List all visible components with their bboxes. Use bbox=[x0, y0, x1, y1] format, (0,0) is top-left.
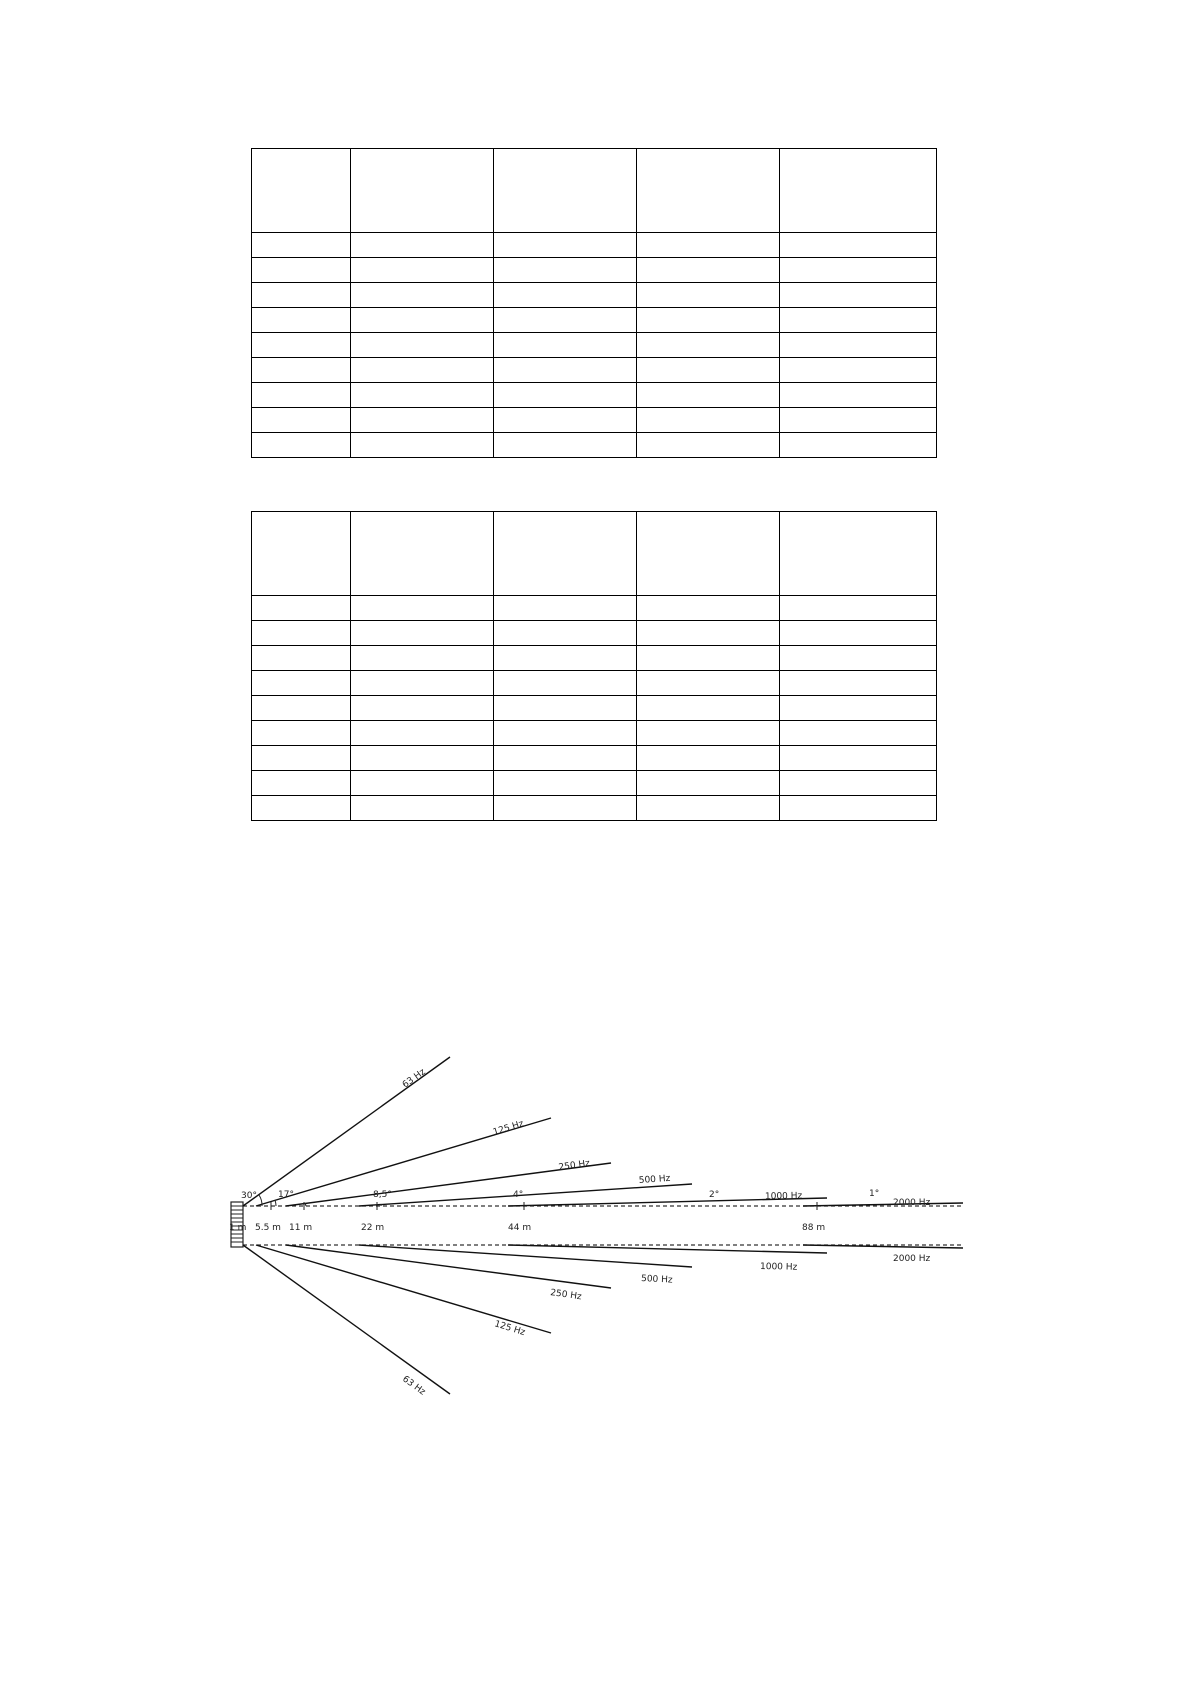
table-cell bbox=[494, 358, 637, 383]
table-cell bbox=[351, 596, 494, 621]
distance-label: 5.5 m bbox=[255, 1223, 281, 1233]
table-cell bbox=[637, 408, 780, 433]
table-cell bbox=[637, 621, 780, 646]
table-cell bbox=[780, 771, 937, 796]
table-cell bbox=[637, 258, 780, 283]
upper-frequency-label: 125 Hz bbox=[491, 1119, 526, 1138]
table-cell bbox=[780, 671, 937, 696]
table-cell bbox=[351, 621, 494, 646]
table-cell bbox=[780, 233, 937, 258]
table-row bbox=[252, 596, 937, 621]
angle-label: 1° bbox=[869, 1189, 880, 1199]
table-cell bbox=[252, 671, 351, 696]
distance-label: 44 m bbox=[508, 1223, 532, 1233]
table-row bbox=[252, 621, 937, 646]
table-header-cell bbox=[780, 512, 937, 596]
table-cell bbox=[252, 233, 351, 258]
table-header-row bbox=[252, 149, 937, 233]
table-row bbox=[252, 646, 937, 671]
beam-lower-63 bbox=[243, 1245, 450, 1394]
lower-frequency-label: 500 Hz bbox=[640, 1274, 673, 1286]
lower-frequency-label: 2000 Hz bbox=[893, 1254, 931, 1264]
data-table-2 bbox=[251, 511, 937, 821]
angle-label: 8,5° bbox=[373, 1190, 392, 1200]
table-cell bbox=[252, 258, 351, 283]
table-cell bbox=[351, 746, 494, 771]
table-cell bbox=[637, 721, 780, 746]
table-cell bbox=[494, 746, 637, 771]
table-cell bbox=[780, 596, 937, 621]
table-cell bbox=[351, 721, 494, 746]
table-cell bbox=[637, 233, 780, 258]
table-header-cell bbox=[494, 149, 637, 233]
table-row bbox=[252, 358, 937, 383]
table-cell bbox=[252, 746, 351, 771]
table-cell bbox=[351, 283, 494, 308]
beam-lower-1000 bbox=[508, 1245, 827, 1253]
table-cell bbox=[351, 771, 494, 796]
angle-label: 30° bbox=[241, 1191, 257, 1201]
table-cell bbox=[494, 433, 637, 458]
beam-lower-125 bbox=[256, 1245, 551, 1333]
table-cell bbox=[637, 433, 780, 458]
angle-label: 4° bbox=[513, 1190, 524, 1200]
table-header-cell bbox=[252, 512, 351, 596]
table-cell bbox=[494, 333, 637, 358]
table-cell bbox=[494, 621, 637, 646]
table-row bbox=[252, 233, 937, 258]
lower-frequency-label: 1000 Hz bbox=[759, 1262, 798, 1273]
table-cell bbox=[351, 696, 494, 721]
table-row bbox=[252, 283, 937, 308]
table-row bbox=[252, 308, 937, 333]
table-cell bbox=[252, 721, 351, 746]
table-cell bbox=[351, 258, 494, 283]
table-cell bbox=[252, 596, 351, 621]
table-cell bbox=[780, 408, 937, 433]
table-row bbox=[252, 333, 937, 358]
table-header-cell bbox=[637, 149, 780, 233]
lower-frequency-label: 250 Hz bbox=[549, 1288, 583, 1303]
table-cell bbox=[494, 596, 637, 621]
table-header-cell bbox=[637, 512, 780, 596]
table-header-row bbox=[252, 512, 937, 596]
table-row bbox=[252, 771, 937, 796]
table-cell bbox=[494, 383, 637, 408]
upper-frequency-label: 500 Hz bbox=[638, 1173, 671, 1186]
table-row bbox=[252, 258, 937, 283]
table-cell bbox=[351, 796, 494, 821]
table-cell bbox=[351, 646, 494, 671]
table-row bbox=[252, 383, 937, 408]
table-cell bbox=[637, 696, 780, 721]
table-cell bbox=[252, 696, 351, 721]
table-cell bbox=[252, 383, 351, 408]
table-cell bbox=[780, 333, 937, 358]
table-header-cell bbox=[494, 512, 637, 596]
table-cell bbox=[780, 696, 937, 721]
table-cell bbox=[637, 308, 780, 333]
table-cell bbox=[252, 408, 351, 433]
upper-frequency-label: 2000 Hz bbox=[893, 1198, 931, 1208]
table-cell bbox=[252, 771, 351, 796]
table-cell bbox=[780, 796, 937, 821]
table-row bbox=[252, 696, 937, 721]
table-cell bbox=[780, 308, 937, 333]
table-cell bbox=[780, 358, 937, 383]
table-cell bbox=[637, 646, 780, 671]
table-cell bbox=[780, 746, 937, 771]
table-cell bbox=[637, 746, 780, 771]
table-cell bbox=[780, 646, 937, 671]
table-cell bbox=[252, 646, 351, 671]
table-cell bbox=[637, 333, 780, 358]
table-header-cell bbox=[780, 149, 937, 233]
angle-arc-17 bbox=[275, 1200, 276, 1206]
table-cell bbox=[780, 283, 937, 308]
table-row bbox=[252, 721, 937, 746]
distance-label: 11 m bbox=[289, 1223, 313, 1233]
table-cell bbox=[780, 621, 937, 646]
angle-label: 2° bbox=[709, 1190, 720, 1200]
table-cell bbox=[637, 796, 780, 821]
table-header-cell bbox=[252, 149, 351, 233]
lower-frequency-label: 125 Hz bbox=[493, 1319, 527, 1339]
table-cell bbox=[252, 358, 351, 383]
table-cell bbox=[252, 308, 351, 333]
distance-label: 1 m bbox=[229, 1223, 247, 1233]
table-cell bbox=[494, 696, 637, 721]
table-cell bbox=[637, 383, 780, 408]
table-cell bbox=[351, 233, 494, 258]
table-cell bbox=[351, 308, 494, 333]
table-row bbox=[252, 433, 937, 458]
table-cell bbox=[351, 671, 494, 696]
table-cell bbox=[780, 383, 937, 408]
table-cell bbox=[494, 233, 637, 258]
table-cell bbox=[637, 283, 780, 308]
upper-frequency-label: 63 Hz bbox=[400, 1067, 428, 1091]
table-cell bbox=[351, 408, 494, 433]
table-row bbox=[252, 671, 937, 696]
table-cell bbox=[252, 283, 351, 308]
table-header-cell bbox=[351, 512, 494, 596]
upper-frequency-label: 250 Hz bbox=[558, 1158, 591, 1173]
table-cell bbox=[252, 433, 351, 458]
table-cell bbox=[494, 646, 637, 671]
angle-label: 17° bbox=[278, 1190, 294, 1200]
table-cell bbox=[252, 333, 351, 358]
distance-label: 22 m bbox=[361, 1223, 385, 1233]
table-cell bbox=[494, 308, 637, 333]
table-row bbox=[252, 746, 937, 771]
table-cell bbox=[494, 283, 637, 308]
table-row bbox=[252, 796, 937, 821]
table-cell bbox=[252, 621, 351, 646]
table-cell bbox=[780, 433, 937, 458]
table-cell bbox=[494, 408, 637, 433]
table-cell bbox=[637, 358, 780, 383]
table-cell bbox=[351, 358, 494, 383]
lower-frequency-label: 63 Hz bbox=[400, 1374, 427, 1398]
table-cell bbox=[351, 433, 494, 458]
table-row bbox=[252, 408, 937, 433]
table-cell bbox=[637, 596, 780, 621]
table-cell bbox=[780, 258, 937, 283]
table-cell bbox=[494, 771, 637, 796]
table-cell bbox=[252, 796, 351, 821]
table-cell bbox=[351, 383, 494, 408]
distance-label: 88 m bbox=[802, 1223, 826, 1233]
table-cell bbox=[494, 671, 637, 696]
table-cell bbox=[780, 721, 937, 746]
table-cell bbox=[494, 721, 637, 746]
upper-frequency-label: 1000 Hz bbox=[764, 1191, 803, 1202]
table-cell bbox=[494, 796, 637, 821]
table-cell bbox=[351, 333, 494, 358]
table-header-cell bbox=[351, 149, 494, 233]
table-cell bbox=[637, 671, 780, 696]
data-table-1 bbox=[251, 148, 937, 458]
table-cell bbox=[637, 771, 780, 796]
table-cell bbox=[494, 258, 637, 283]
beam-spread-diagram bbox=[228, 1050, 968, 1400]
